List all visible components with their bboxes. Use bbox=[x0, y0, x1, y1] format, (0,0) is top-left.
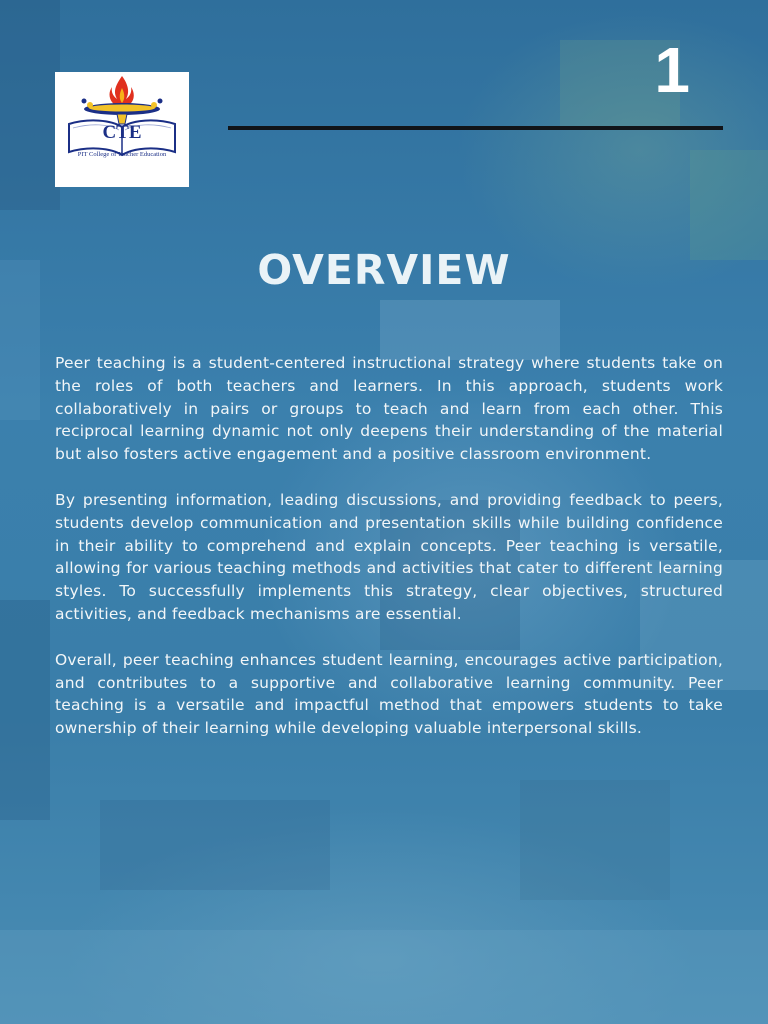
paragraph: Peer teaching is a student-centered instructional strategy where students take on the roles of both teachers and learners. In this approach, students work collaboratively in pairs or groups to teach and learn from each other. This reciprocal learning dynamic not only deepens their understanding of the material but also fosters active engagement and a positive classroom environment. bbox=[55, 354, 723, 464]
chapter-number: 1 bbox=[654, 34, 690, 106]
logo-acronym: CTE bbox=[102, 122, 142, 143]
cte-logo bbox=[55, 72, 189, 187]
header-divider bbox=[228, 126, 723, 130]
paragraph: Overall, peer teaching enhances student learning, encourages active participation, and contributes to a supportive and collaborative learning community. Peer teaching is a versatile and impactful method that empowers students to take ownership of their learning while developing valuable interpersonal skills. bbox=[55, 650, 723, 738]
page-title: OVERVIEW bbox=[257, 246, 511, 294]
logo-institution-name: PIT College of Teacher Education bbox=[77, 151, 167, 158]
overview-body bbox=[55, 352, 723, 763]
paragraph: By presenting information, leading discussions, and providing feedback to peers, students develop communication and presentation skills while building confidence in their ability to comprehend and explain concepts. Peer teaching is versatile, allowing for various teaching methods and activities that cater to different learning styles. To successfully implements this strategy, clear objectives, structured activities, and feedback mechanisms are essential. bbox=[55, 490, 723, 623]
